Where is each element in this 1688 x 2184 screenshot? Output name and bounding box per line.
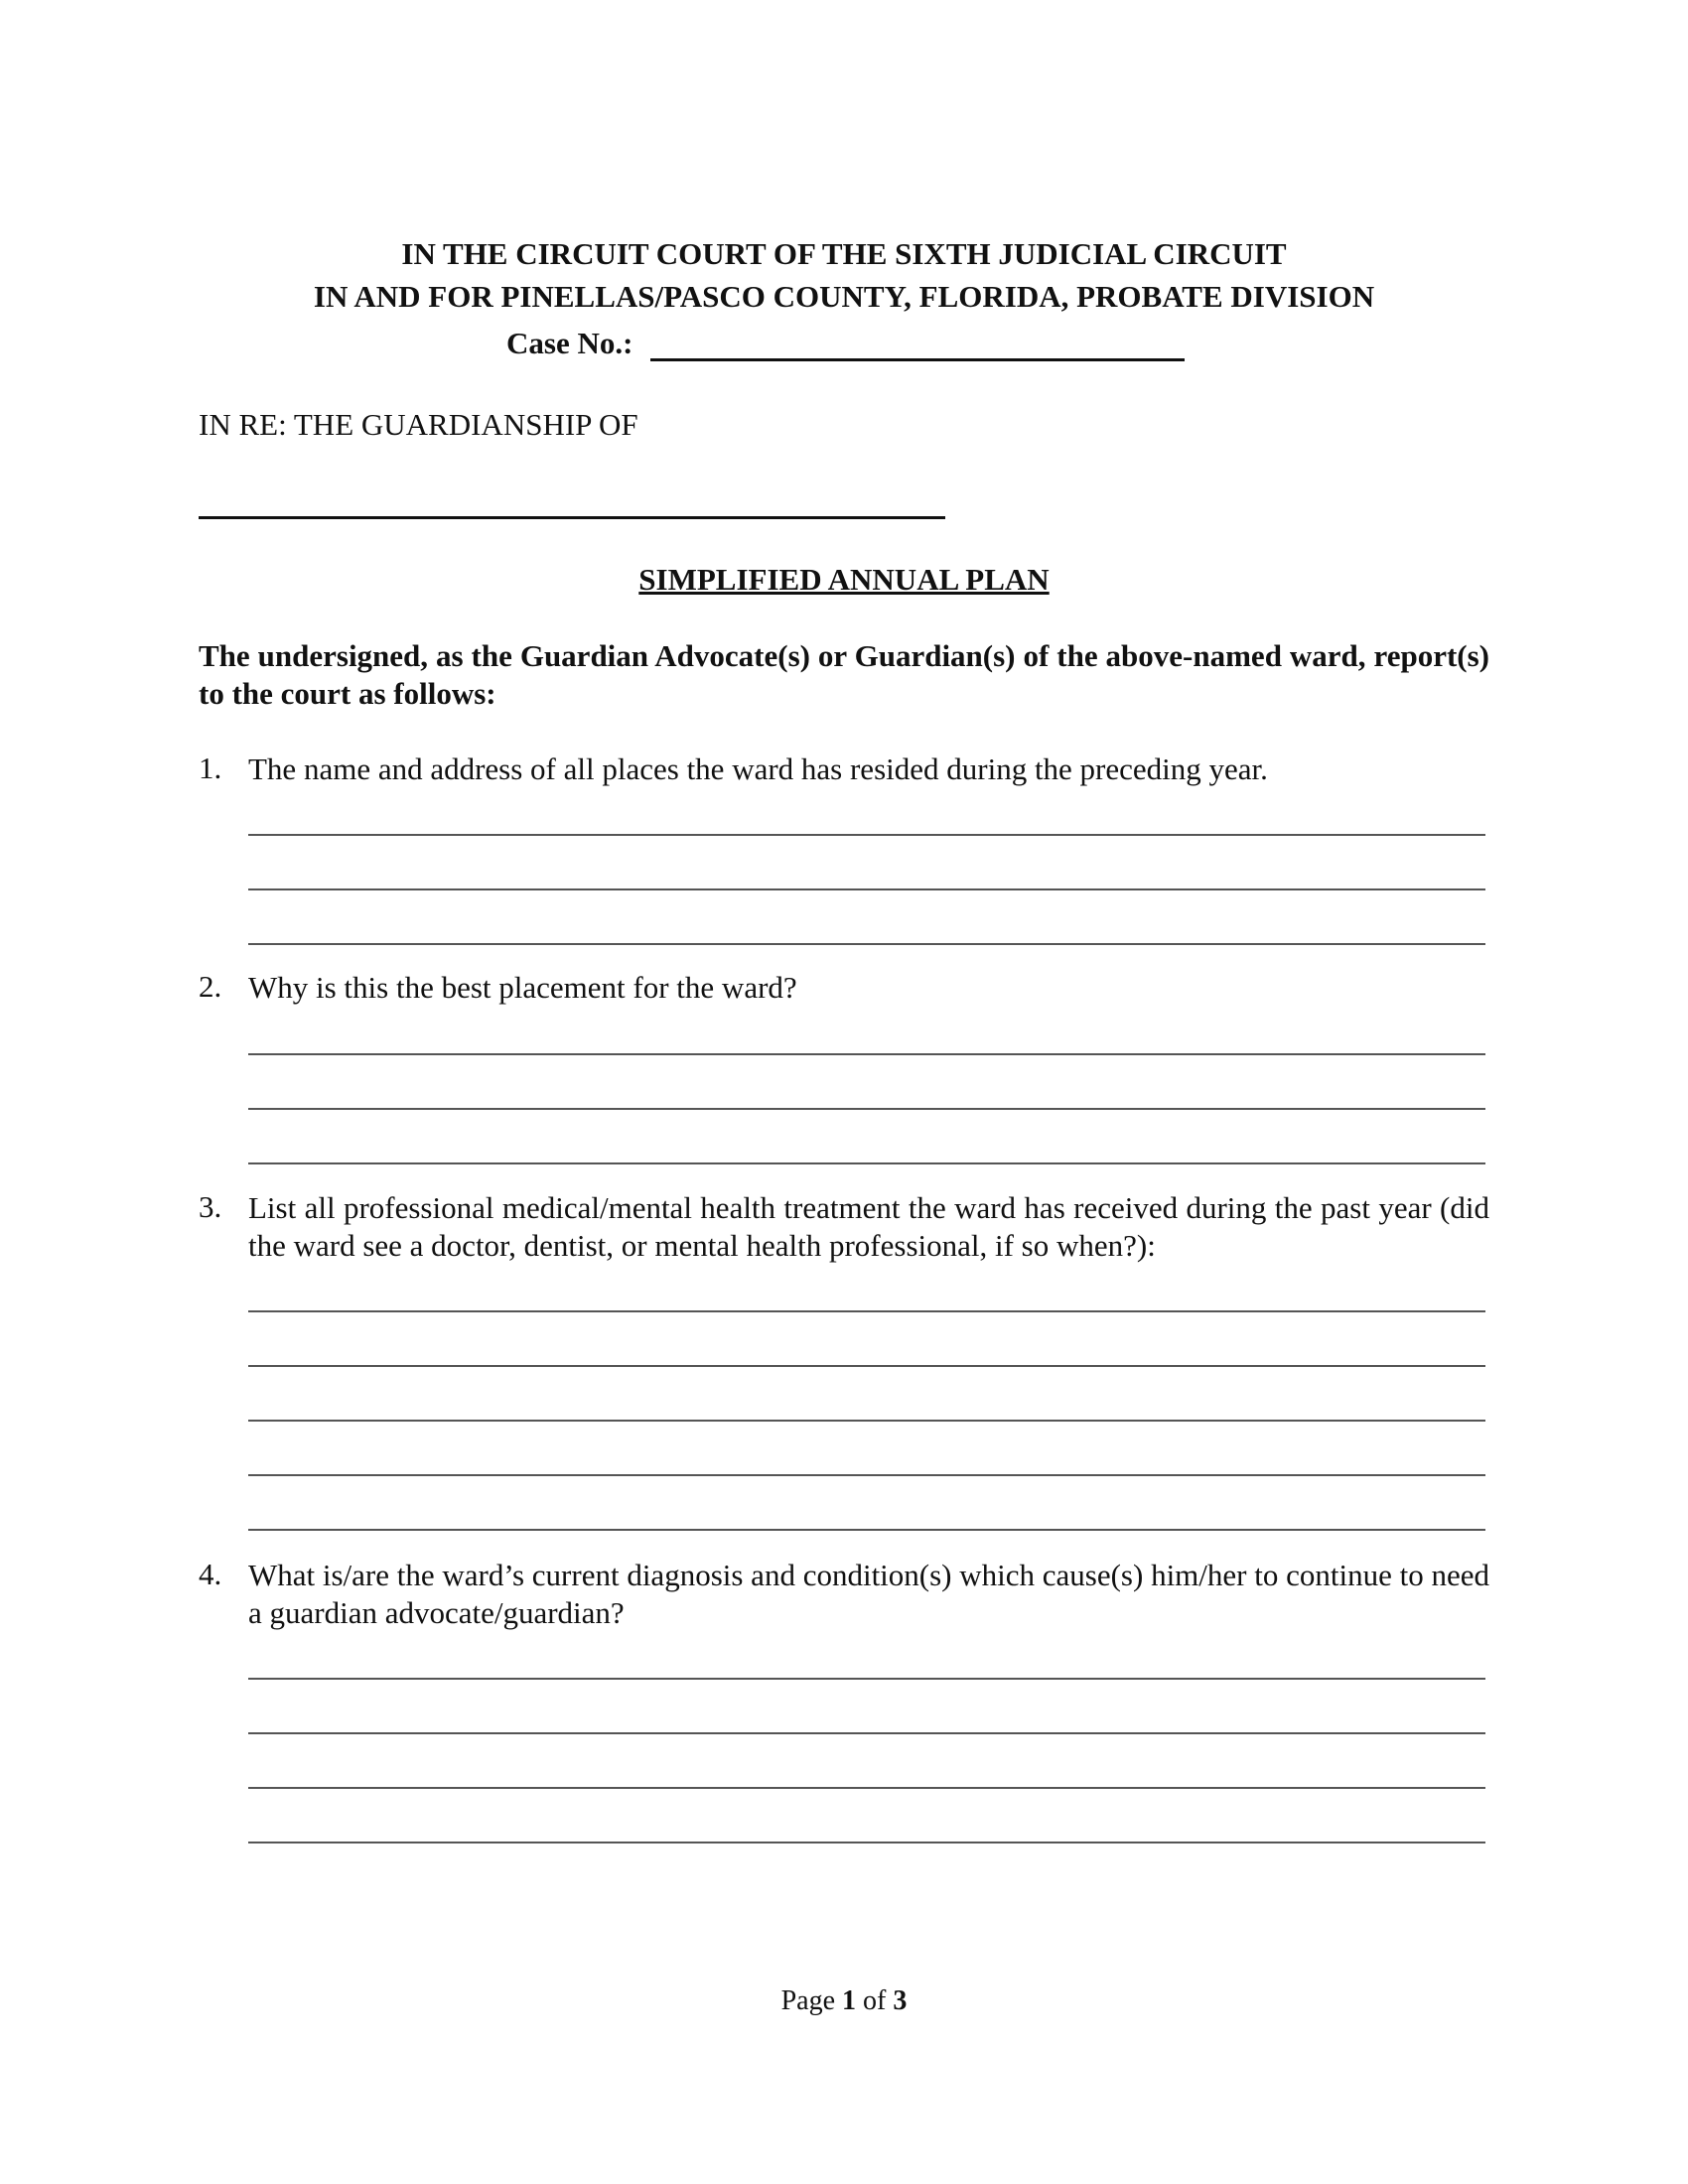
question-3-answer-line[interactable] (248, 1474, 1485, 1476)
question-1-answer-line[interactable] (248, 834, 1485, 836)
intro-statement: The undersigned, as the Guardian Advocate(s) or Guardian(s) of the above-named ward, report(s) to the court as follows: (199, 638, 1489, 711)
question-2-answer-line[interactable] (248, 1108, 1485, 1110)
question-4-answer-line[interactable] (248, 1787, 1485, 1789)
footer-total-pages: 3 (893, 1985, 908, 2016)
question-4-text: What is/are the ward’s current diagnosis and condition(s) which cause(s) him/her to continue to need a guardian advocate/guardian? (248, 1558, 1489, 1630)
question-3-answer-line[interactable] (248, 1310, 1485, 1312)
question-2-text: Why is this the best placement for the ward? (248, 970, 797, 1005)
document-title: SIMPLIFIED ANNUAL PLAN (638, 562, 1050, 597)
question-4-answer-line[interactable] (248, 1732, 1485, 1734)
footer-of-word: of (863, 1985, 887, 2016)
footer-current-page: 1 (842, 1985, 857, 2016)
case-number-row (506, 326, 1201, 365)
question-3-answer-line[interactable] (248, 1420, 1485, 1422)
ward-name-field[interactable] (199, 516, 945, 519)
question-4-answer-line[interactable] (248, 1842, 1485, 1843)
footer-page-word: Page (780, 1985, 836, 2016)
question-1-answer-line[interactable] (248, 943, 1485, 945)
question-1-number: 1. (199, 751, 222, 785)
in-re-caption: IN RE: THE GUARDIANSHIP OF (199, 407, 638, 442)
case-number-field[interactable] (650, 358, 1185, 361)
question-1-answer-line[interactable] (248, 888, 1485, 890)
question-1-text: The name and address of all places the ward has resided during the preceding year. (248, 751, 1268, 786)
question-3-answer-line[interactable] (248, 1365, 1485, 1367)
question-2-answer-line[interactable] (248, 1162, 1485, 1164)
question-4-answer-line[interactable] (248, 1678, 1485, 1680)
question-3-text: List all professional medical/mental health treatment the ward has received during the past year (did the ward see a doctor, dentist, or mental health professional, if so when?): (248, 1190, 1489, 1263)
question-3-answer-line[interactable] (248, 1529, 1485, 1531)
question-2-answer-line[interactable] (248, 1053, 1485, 1055)
case-number-label: Case No.: (506, 326, 633, 360)
page-footer (0, 1985, 1688, 2017)
court-heading-line-1: IN THE CIRCUIT COURT OF THE SIXTH JUDICIAL CIRCUIT (401, 236, 1287, 271)
question-2-number: 2. (199, 969, 222, 1004)
question-4-number: 4. (199, 1557, 222, 1591)
question-3-number: 3. (199, 1189, 222, 1224)
court-heading-line-2: IN AND FOR PINELLAS/PASCO COUNTY, FLORIDA, PROBATE DIVISION (313, 279, 1375, 314)
